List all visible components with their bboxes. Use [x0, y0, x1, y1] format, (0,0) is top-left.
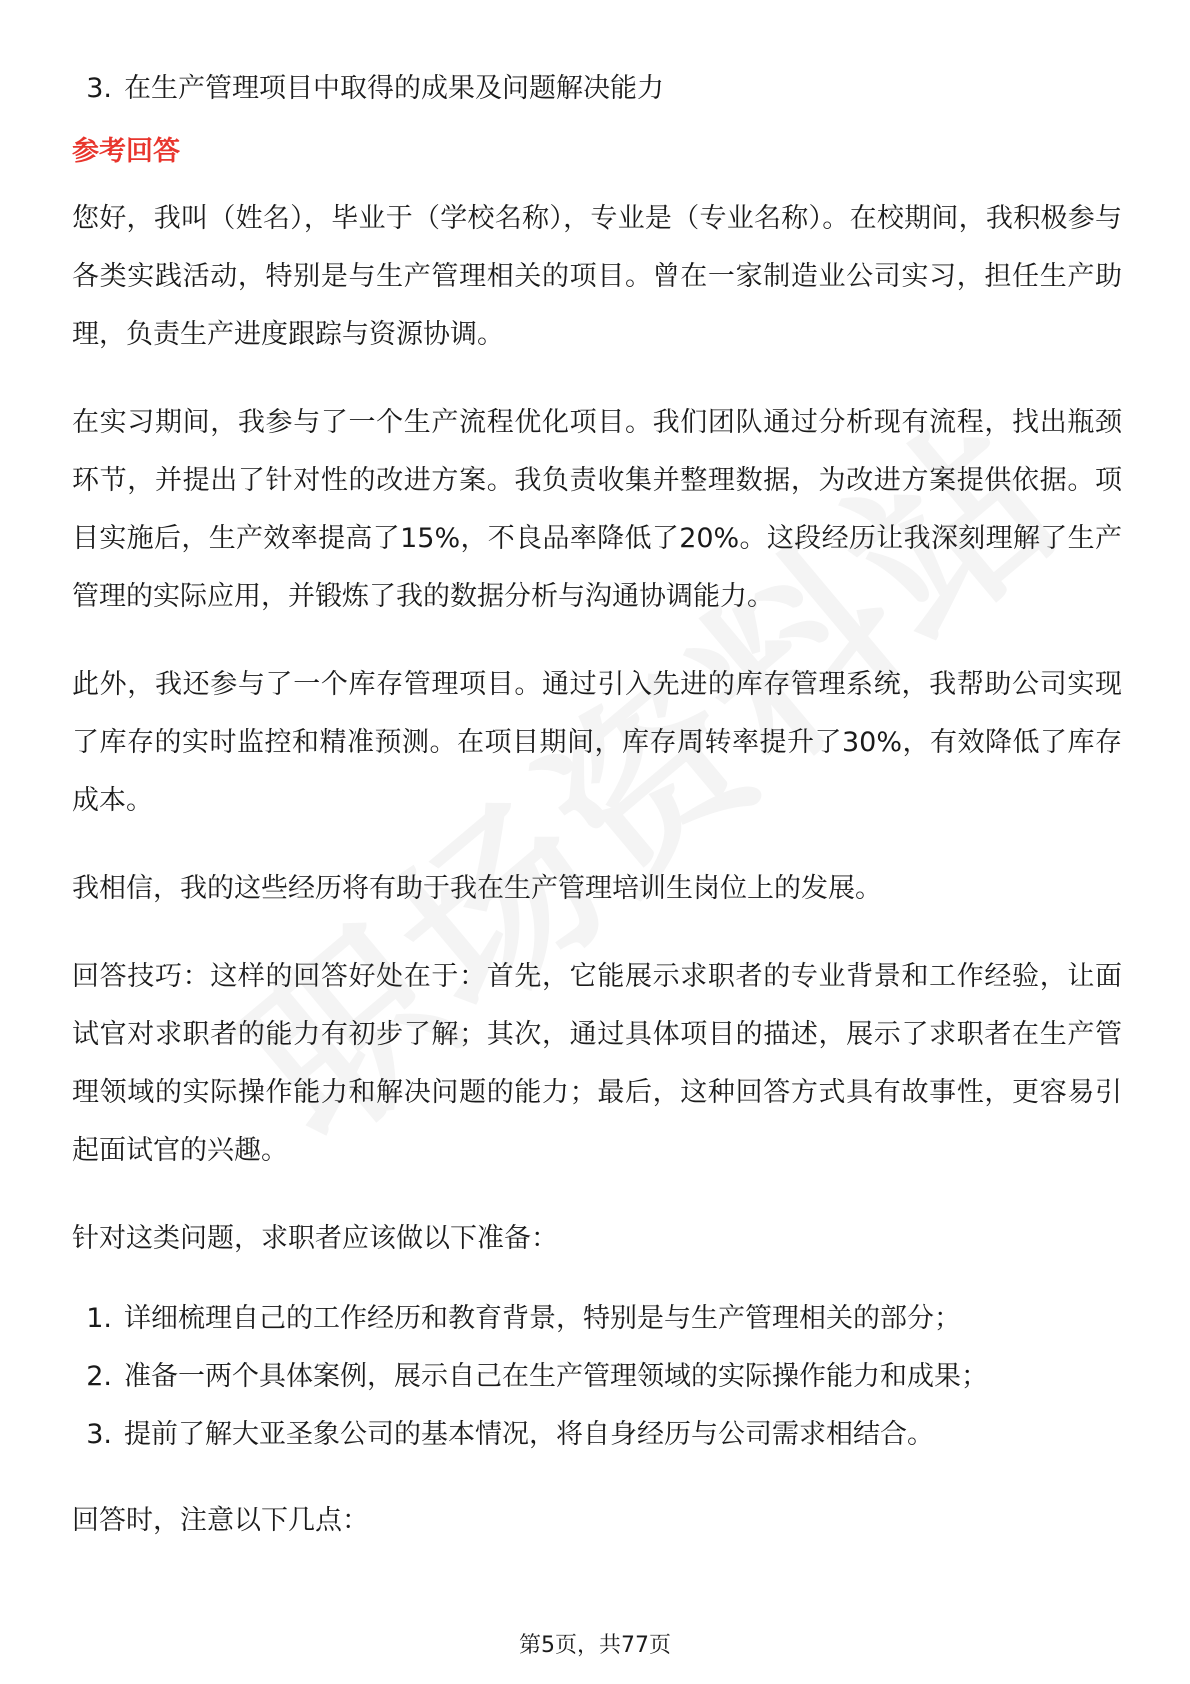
reference-answer-heading: 参考回答: [72, 136, 180, 167]
preparation-list: [72, 1290, 1122, 1464]
list-text: 准备一两个具体案例，展示自己在生产管理领域的实际操作能力和成果；: [124, 1361, 988, 1392]
paragraph-intro: 您好，我叫（姓名），毕业于（学校名称），专业是（专业名称）。在校期间，我积极参与各类实践活动，特别是与生产管理相关的项目。曾在一家制造业公司实习，担任生产助理，负责生产进度跟踪与资源协调。: [72, 203, 1122, 350]
list-item: [72, 1290, 1122, 1348]
paragraph-internship: 在实习期间，我参与了一个生产流程优化项目。我们团队通过分析现有流程，找出瓶颈环节，并提出了针对性的改进方案。我负责收集并整理数据，为改进方案提供依据。项目实施后，生产效率提高了15%，不良品率降低了20%。这段经历让我深刻理解了生产管理的实际应用，并锻炼了我的数据分析与沟通协调能力。: [72, 407, 1122, 612]
paragraph-tips: 回答技巧：这样的回答好处在于：首先，它能展示求职者的专业背景和工作经验，让面试官对求职者的能力有初步了解；其次，通过具体项目的描述，展示了求职者在生产管理领域的实际操作能力和解决问题的能力；最后，这种回答方式具有故事性，更容易引起面试官的兴趣。: [72, 961, 1122, 1166]
page-content: [72, 60, 1122, 1580]
list-text: 详细梳理自己的工作经历和教育背景，特别是与生产管理相关的部分；: [124, 1303, 961, 1334]
list-text: 在生产管理项目中取得的成果及问题解决能力: [124, 73, 664, 104]
list-item: [72, 60, 1122, 118]
list-number: 1.: [86, 1303, 112, 1334]
page-footer: 第5页，共77页: [519, 1633, 671, 1658]
list-item: [72, 1406, 1122, 1464]
top-list: [72, 60, 1122, 118]
paragraph-preparation-intro: 针对这类问题，求职者应该做以下准备：: [72, 1223, 558, 1254]
list-number: 3.: [86, 73, 112, 104]
list-item: [72, 1348, 1122, 1406]
paragraph-closing: 回答时，注意以下几点：: [72, 1505, 369, 1536]
paragraph-belief: 我相信，我的这些经历将有助于我在生产管理培训生岗位上的发展。: [72, 873, 882, 904]
list-number: 2.: [86, 1361, 112, 1392]
list-number: 3.: [86, 1419, 112, 1450]
list-text: 提前了解大亚圣象公司的基本情况，将自身经历与公司需求相结合。: [124, 1419, 934, 1450]
paragraph-inventory: 此外，我还参与了一个库存管理项目。通过引入先进的库存管理系统，我帮助公司实现了库存的实时监控和精准预测。在项目期间，库存周转率提升了30%，有效降低了库存成本。: [72, 669, 1122, 816]
